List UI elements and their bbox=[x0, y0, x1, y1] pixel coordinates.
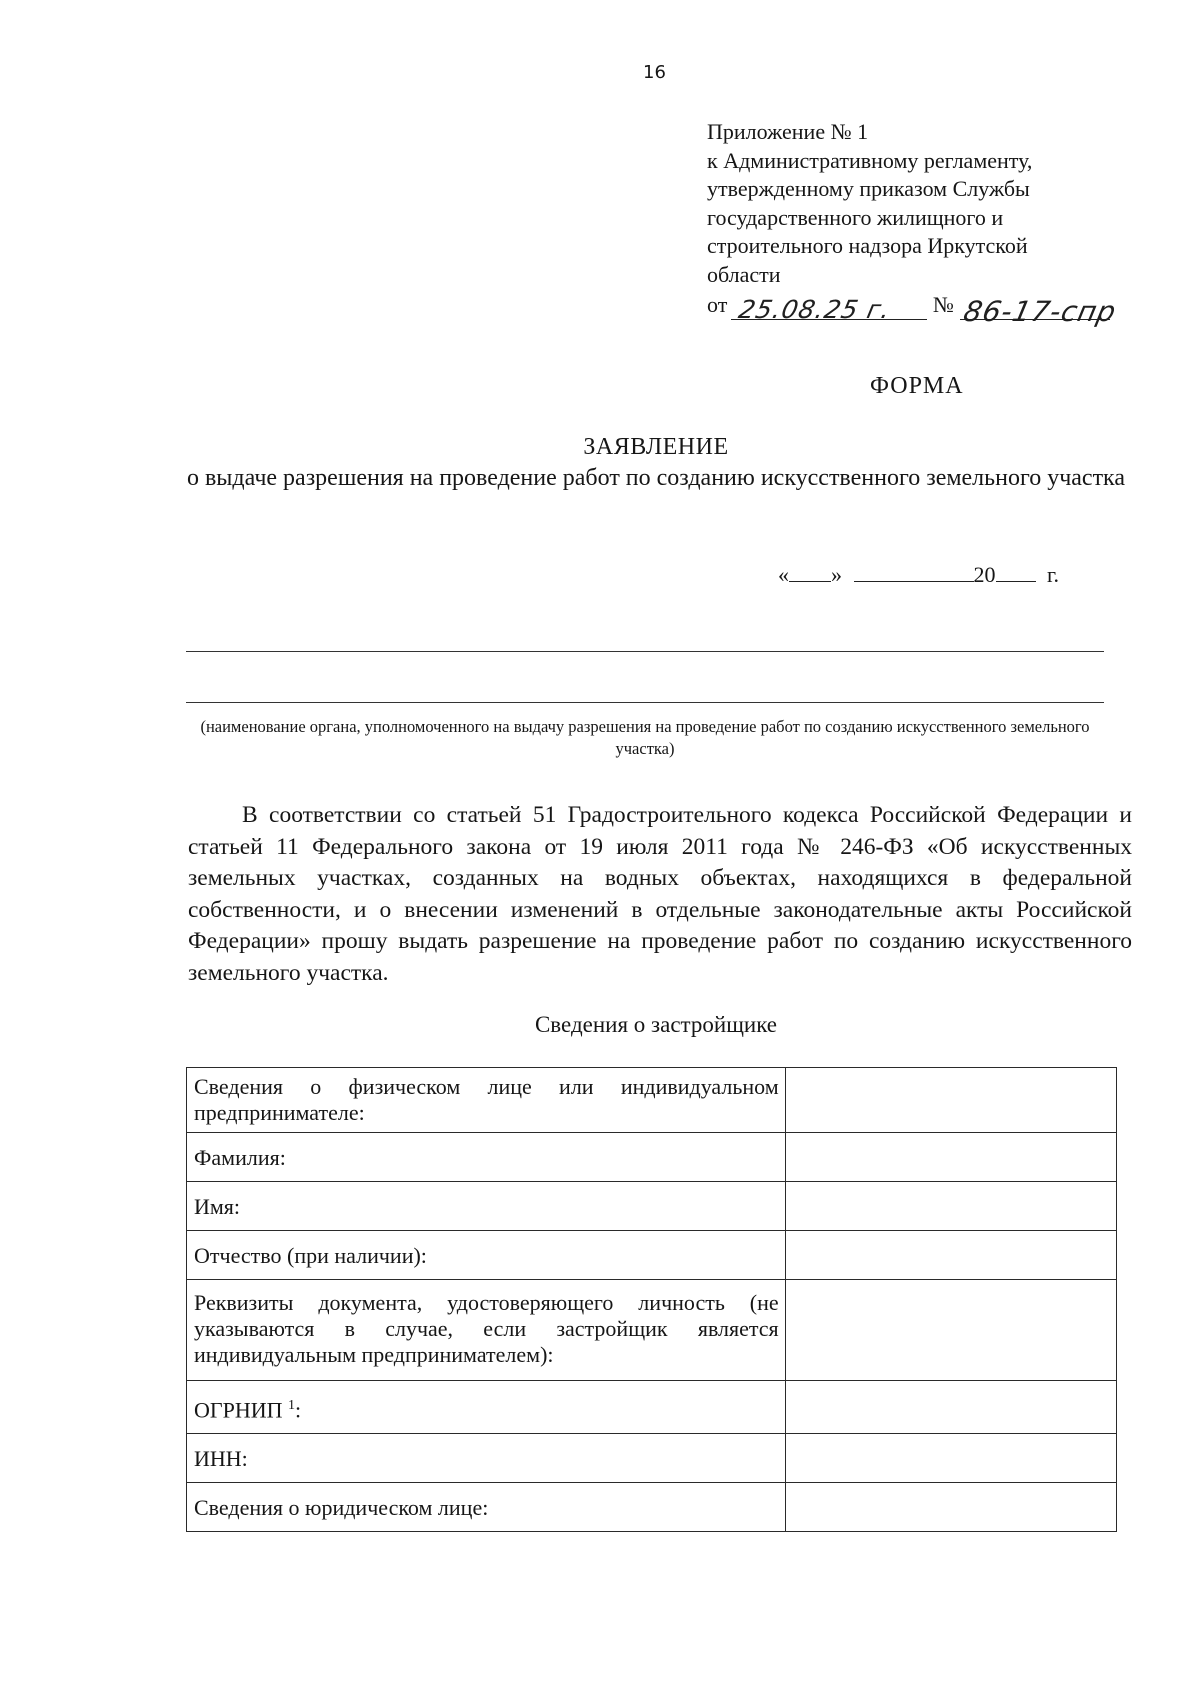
row-label: ИНН: bbox=[187, 1434, 786, 1483]
footnote-marker: 1 bbox=[288, 1398, 296, 1413]
year-prefix: 20 bbox=[973, 562, 996, 587]
close-quote: » bbox=[831, 562, 842, 587]
document-title bbox=[186, 432, 1126, 494]
date-prefix: от bbox=[707, 292, 728, 317]
title-main: ЗАЯВЛЕНИЕ bbox=[583, 434, 729, 460]
ogrnip-colon: : bbox=[295, 1397, 302, 1423]
row-label: Фамилия: bbox=[187, 1133, 786, 1182]
row-value bbox=[785, 1133, 1116, 1182]
table-row bbox=[187, 1231, 1117, 1280]
table-row bbox=[187, 1434, 1117, 1483]
row-value bbox=[785, 1231, 1116, 1280]
order-date-field bbox=[731, 295, 927, 324]
year-blank bbox=[996, 561, 1036, 582]
row-value bbox=[785, 1381, 1116, 1434]
row-label-ogrnip bbox=[187, 1381, 786, 1434]
row-label: Имя: bbox=[187, 1182, 786, 1231]
handwritten-date: 25.08.25 г. bbox=[736, 295, 894, 324]
month-blank bbox=[854, 561, 974, 582]
appendix-line: государственного жилищного и bbox=[707, 204, 1004, 230]
row-label: Отчество (при наличии): bbox=[187, 1231, 786, 1280]
number-prefix: № bbox=[932, 292, 954, 317]
row-value bbox=[785, 1483, 1116, 1532]
table-row bbox=[187, 1381, 1117, 1434]
order-number-field bbox=[960, 295, 1120, 328]
org-name-line-2 bbox=[186, 702, 1104, 703]
year-suffix: г. bbox=[1047, 562, 1060, 587]
body-paragraph: В соответствии со статьей 51 Градостроительного кодекса Российской Федерации и статьей 11 Федерального закона от 19 июля 2011 года № 246-ФЗ «Об искусственных земельных участках, созданных на водных объектах, находящихся в федеральной собственности, и о внесении изменений в отдельные законодательные акты Российской Федерации» прошу выдать разрешение на проведение работ по созданию искусственного земельного участка. bbox=[188, 802, 1132, 986]
day-blank bbox=[789, 561, 831, 582]
section-title: Сведения о застройщике bbox=[534, 1012, 778, 1037]
form-label: ФОРМА bbox=[870, 373, 964, 399]
org-name-caption: (наименование органа, уполномоченного на выдачу разрешения на проведение работ по созданию искусственного земельного участка) bbox=[200, 717, 1090, 758]
row-label: Сведения о юридическом лице: bbox=[187, 1483, 786, 1532]
ogrnip-label: ОГРНИП bbox=[194, 1397, 283, 1423]
appendix-line: Приложение № 1 bbox=[707, 119, 869, 144]
row-label: Реквизиты документа, удостоверяющего личность (не указываются в случае, если застройщик является индивидуальным предпринимателем): bbox=[187, 1280, 786, 1381]
order-reference bbox=[707, 291, 1120, 328]
appendix-line: строительного надзора Иркутской bbox=[707, 233, 1028, 258]
table-row bbox=[187, 1133, 1117, 1182]
handwritten-number: 86-17-спр bbox=[960, 295, 1120, 328]
open-quote: « bbox=[778, 562, 789, 587]
table-row bbox=[187, 1068, 1117, 1133]
appendix-line: к Административному регламенту, bbox=[707, 147, 1033, 173]
row-label: Сведения о физическом лице или индивидуальном предпринимателе: bbox=[187, 1068, 786, 1133]
row-value bbox=[785, 1182, 1116, 1231]
row-value bbox=[785, 1434, 1116, 1483]
developer-info-table bbox=[186, 1067, 1117, 1532]
title-subtitle: о выдаче разрешения на проведение работ по созданию искусственного земельного участка bbox=[186, 465, 1126, 491]
application-date-line bbox=[778, 561, 1059, 588]
org-name-line-1 bbox=[186, 651, 1104, 652]
table-row bbox=[187, 1280, 1117, 1381]
page-number: 16 bbox=[643, 62, 666, 83]
appendix-header bbox=[707, 118, 1120, 328]
row-value bbox=[785, 1280, 1116, 1381]
appendix-line: области bbox=[707, 261, 781, 287]
row-value bbox=[785, 1068, 1116, 1133]
appendix-line: утвержденному приказом Службы bbox=[707, 176, 1030, 201]
table-row bbox=[187, 1483, 1117, 1532]
table-row bbox=[187, 1182, 1117, 1231]
